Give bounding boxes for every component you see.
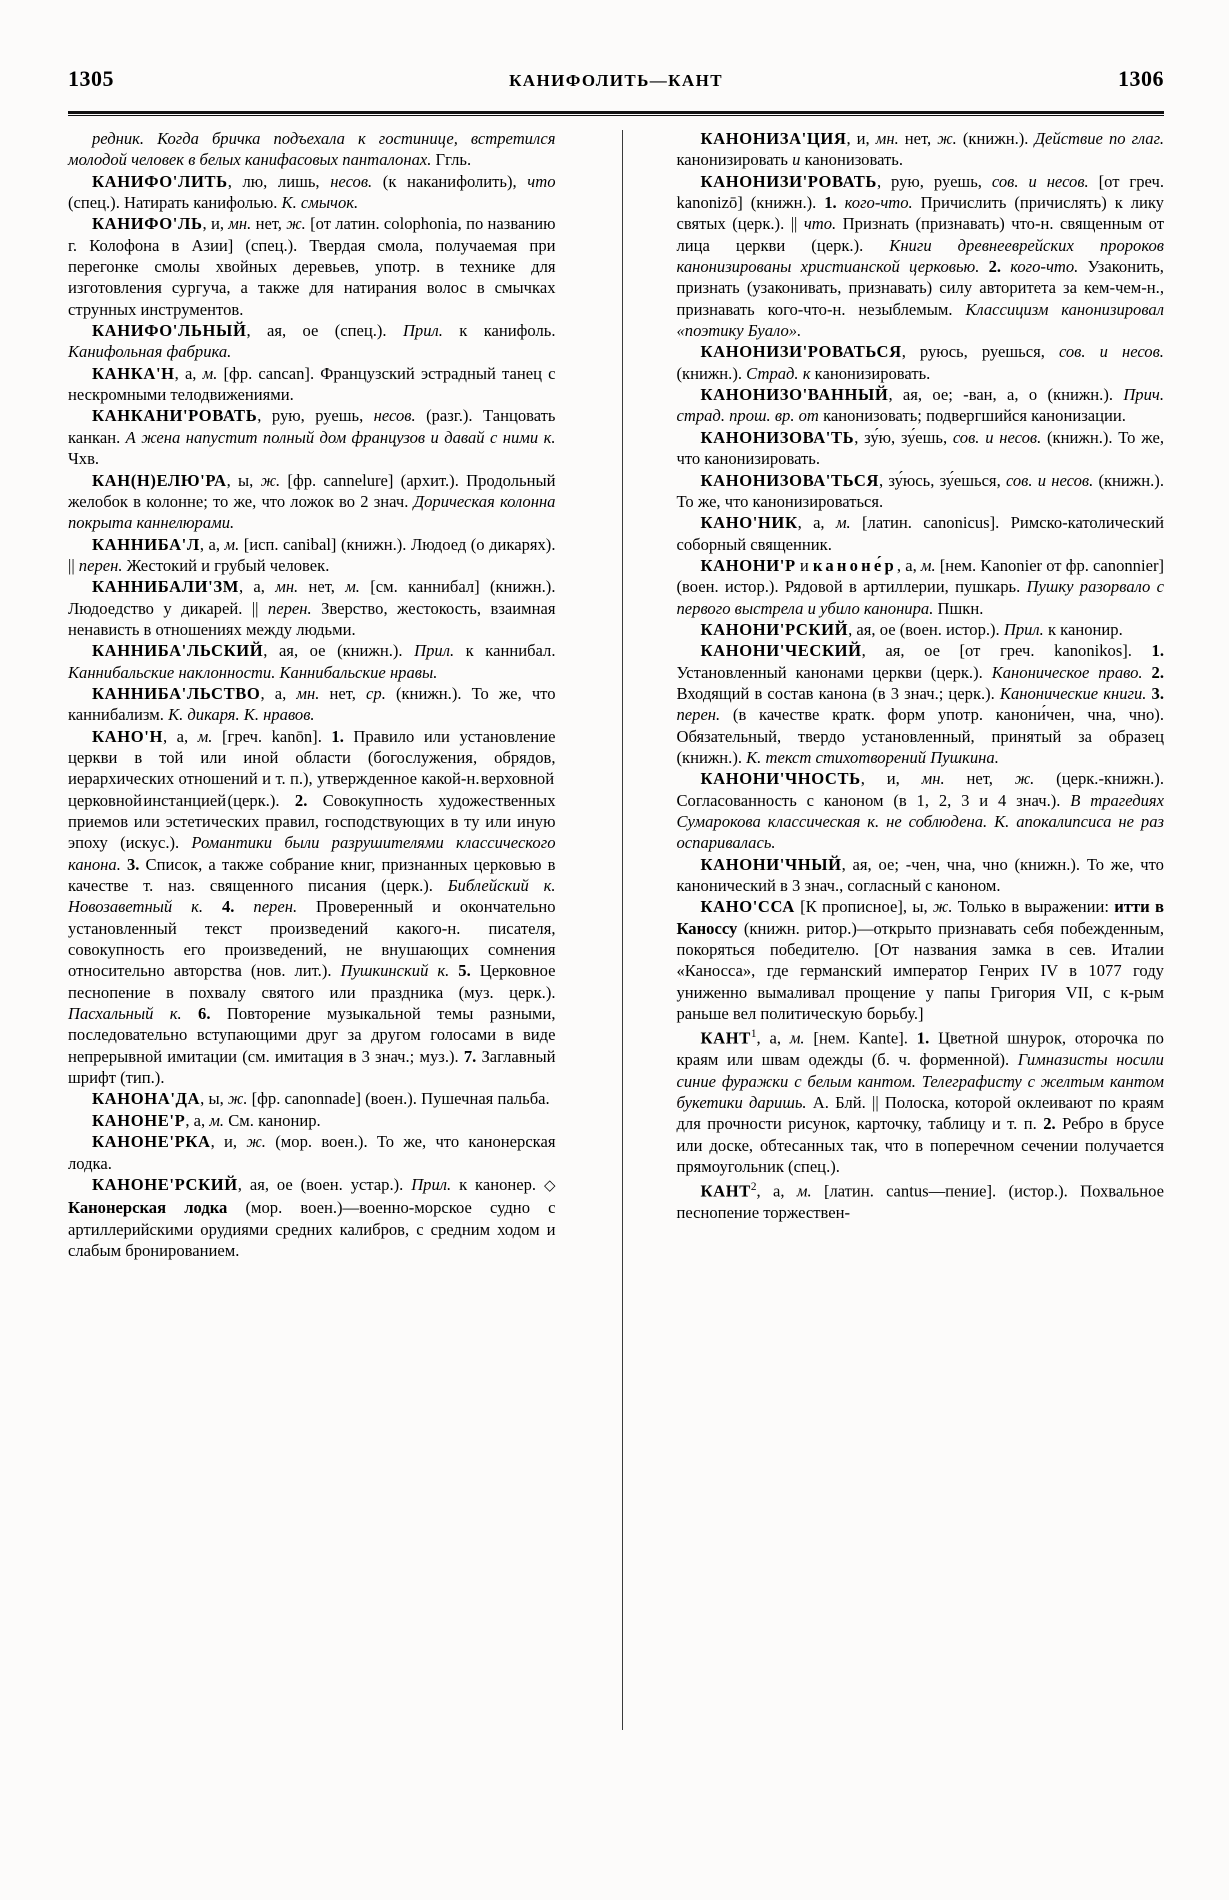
homograph-superscript-2: 2 bbox=[750, 1181, 757, 1194]
entry-kanonizovannyj: КАНОНИЗО'ВАННЫЙ, ая, ое; -ван, а, о (книжн.). Прич. страд. прош. вр. от канонизовать; подвергшийся канонизации. bbox=[676, 385, 1164, 426]
entry-kankan: КАНКА'Н, а, м. [фр. cancan]. Французский эстрадный танец с нескромными телодвижениями. bbox=[68, 363, 556, 405]
column-right bbox=[676, 128, 1164, 1788]
column-container bbox=[68, 128, 1164, 1788]
entry-kannibalstvo: КАННИБА'ЛЬСТВО, а, мн. нет, ср. (книжн.). То же, что каннибализм. К. дикаря. К. нравов. bbox=[68, 683, 556, 725]
entry-kant-2: КАНТ$^2$, а, м. [латин. cantus—пение]. (истор.). Похвальное песнопение торжествен- bbox=[676, 1181, 1164, 1223]
folio-right: 1306 bbox=[1118, 66, 1164, 91]
entry-kannibalizm: КАННИБАЛИ'ЗМ, а, мн. нет, м. [см. каннибал] (книжн.). Людоедство у дикарей. || перен. Зверство, жестокость, взаимная ненависть в отношениях между людьми. bbox=[68, 577, 556, 639]
entry-kannelura: КАН(Н)ЕЛЮ'РА, ы, ж. [фр. cannelure] (архит.). Продольный желобок в колонне; то же, что ложок во 2 знач. Дорическая колонна покрыта каннелюрами. bbox=[68, 470, 556, 533]
entry-kanossa: КАНО'ССА [К прописное], ы, ж. Только в выражении: итти в Каноссу (книжн. ритор.)—открыто признавать себя побежденным, покоряться победителю. [От названия замка в сев. Италии «Каносса», где германский император Генрих IV в 1077 году униженно вымаливал прощение у папы Григория VII, с к-рым раньше вел политическую борьбу.] bbox=[676, 897, 1164, 1024]
entry-kanonichnost: КАНОНИ'ЧНОСТЬ, и, мн. нет, ж. (церк.-книжн.). Согласованность с каноном (в 1, 2, 3 и 4 знач.). В трагедиях Сумарокова классическая к. не соблюдена. К. апокалипсиса не раз оспаривалась. bbox=[676, 769, 1164, 853]
page-header bbox=[68, 66, 1164, 100]
entry-kanonizovatsya: КАНОНИЗОВА'ТЬСЯ, зу́юсь, зу́ешься, сов. и несов. (книжн.). То же, что канонизироваться. bbox=[676, 470, 1164, 511]
folio-left: 1305 bbox=[68, 66, 114, 91]
column-divider bbox=[622, 130, 625, 1730]
entry-kanonicheskij: КАНОНИ'ЧЕСКИЙ, ая, ое [от греч. kanonikos]. 1. Установленный канонами церкви (церк.). Каноническое право. 2. Входящий в состав канона (в 3 знач.; церк.). Канонические книги. 3. перен. (в качестве кратк. форм употр. канони́чен, чна, чно). Обязательный, твердо установленный, принятый за образец (книжн.). К. текст стихотворений Пушкина. bbox=[676, 641, 1164, 767]
entry-kanonirskij: КАНОНИ'РСКИЙ, ая, ое (воен. истор.). Прил. к канонир. bbox=[700, 619, 1123, 639]
entry-kanonik: КАНО'НИК, а, м. [латин. canonicus]. Римско-католический соборный священник. bbox=[676, 513, 1164, 554]
entry-kanifolnyj: КАНИФО'ЛЬНЫЙ, ая, ое (спец.). Прил. к канифоль. Канифольная фабрика. bbox=[68, 321, 556, 362]
entry-kannibalskij: КАННИБА'ЛЬСКИЙ, ая, ое (книжн.). Прил. к каннибал. Каннибальские наклонности. Каннибальские нравы. bbox=[68, 641, 556, 682]
entry-kanoner: КАНОНЕ'Р, а, м. См. канонир. bbox=[92, 1110, 321, 1130]
entry-kankanirovat: КАНКАНИ'РОВАТЬ, рую, руешь, несов. (разг.). Танцовать канкан. А жена напустит полный дом французов и давай с ними к. Чхв. bbox=[68, 406, 556, 469]
entry-continuation: редник. Когда бричка подъехала к гостинице, встретился молодой человек в белых канифасовых панталонах. Ггль. bbox=[68, 129, 556, 170]
entry-kanifol: КАНИФО'ЛЬ, и, мн. нет, ж. [от латин. colophonia, по названию г. Колофона в Азии] (спец.). Твердая смола, получаемая при перегонке смолы хвойных деревьев, употр. в технике для изготовления сургуча, а также для натирания волос в смычках струнных инструментов. bbox=[68, 214, 556, 319]
entry-kanon: КАНО'Н, а, м. [греч. kanōn]. 1. Правило или установление церкви в той или иной области (богослужения, обрядов, иерархических отношений и т. п.), утвержденное какой-н. верховной церковной инстанцией (церк.). 2. Совокупность художественных приемов или эстетических правил, господствующих в ту или иную эпоху (искус.). Романтики были разрушителями классического канона. 3. Список, а также собрание книг, признанных церковью в качестве т. наз. священного писания (церк.). Библейский к. Новозаветный к. 4. перен. Проверенный и окончательно установленный текст произведений какого-н. писателя, совокупность его произведений, не внушающих сомнения относительно авторства (нов. лит.). Пушкинский к. 5. Церковное песнопение в похвалу святого или праздника (муз. церк.). Пасхальный к. 6. Повторение музыкальной темы разными, последовательно вступающими друг за другом голосами в виде непрерывной имитации (см. имитация в 3 знач.; муз.). 7. Заглавный шрифт (тип.). bbox=[68, 726, 556, 1088]
entry-kanonada: КАНОНА'ДА, ы, ж. [фр. canonnade] (воен.). Пушечная пальба. bbox=[92, 1089, 550, 1109]
entry-kannibal: КАННИБА'Л, а, м. [исп. canibal] (книжн.). Людоед (о дикарях). || перен. Жестокий и грубый человек. bbox=[68, 534, 556, 575]
entry-kanonizirovatsya: КАНОНИЗИ'РОВАТЬСЯ, руюсь, руешься, сов. и несов. (книжн.). Страд. к канонизировать. bbox=[676, 342, 1164, 383]
homograph-superscript-1: 1 bbox=[750, 1028, 757, 1041]
entry-kanonerka: КАНОНЕ'РКА, и, ж. (мор. воен.). То же, что канонерская лодка. bbox=[68, 1132, 556, 1173]
entry-kanonerskij: КАНОНЕ'РСКИЙ, ая, ое (воен. устар.). Прил. к канонер. ◇ Канонерская лодка (мор. воен.)—военно-морское судно с артиллерийскими орудиями средних калибров, с средним ходом и слабым бронированием. bbox=[68, 1174, 556, 1260]
entry-kant-1: КАНТ$^1$, а, м. [нем. Kante]. 1. Цветной шнурок, оторочка по краям или швам одежды (б. ч. форменной). Гимназисты носили синие фуражки с белым кантом. Телеграфисту с желтым кантом букетики даришь. А. Блй. || Полоска, которой оклеивают по краям для прочности рисунок, карточку, таблицу и т. п. 2. Ребро в брусе или доске, обтесанных так, что в поперечном сечении получается прямоугольник (спец.). bbox=[676, 1028, 1164, 1177]
entry-kanonizovat: КАНОНИЗОВА'ТЬ, зу́ю, зу́ешь, сов. и несов. (книжн.). То же, что канонизировать. bbox=[676, 427, 1164, 469]
entry-kanonizaciya: КАНОНИЗА'ЦИЯ, и, мн. нет, ж. (книжн.). Действие по глаг. канонизировать и канонизовать. bbox=[676, 129, 1164, 170]
header-rule bbox=[68, 111, 1164, 116]
entry-kanonichnyj: КАНОНИ'ЧНЫЙ, ая, ое; -чен, чна, чно (книжн.). То же, что канонический в 3 знач., согласный с каноном. bbox=[676, 854, 1164, 896]
running-head: КАНИФОЛИТЬ—КАНТ bbox=[509, 71, 723, 90]
entry-kanonizirovat: КАНОНИЗИ'РОВАТЬ, рую, руешь, сов. и несов. [от греч. kanonizō] (книжн.). 1. кого-что. Причислить (причислять) к лику святых (церк.). || что. Признать (признавать) что-н. священным от лица церкви (церк.). Книги древнееврейских пророков канонизированы христианской церковью. 2. кого-что. Узаконить, признать (узаконивать, признавать) силу авторитета за кем-чем-н., признавать кого-что-н. незыблемым. Классицизм канонизировал «поэтику Буало». bbox=[676, 171, 1164, 341]
entry-kanifolit: КАНИФО'ЛИТЬ, лю, лишь, несов. (к наканифолить), что (спец.). Натирать канифолью. К. смычок. bbox=[68, 171, 556, 213]
column-left bbox=[68, 128, 570, 1788]
entry-kanonir: КАНОНИ'Р и каноне́р, а, м. [нем. Kanonier от фр. canonnier] (воен. истор.). Рядовой в артиллерии, пушкарь. Пушку разорвало с первого выстрела и убило канонира. Пшкн. bbox=[676, 555, 1164, 618]
